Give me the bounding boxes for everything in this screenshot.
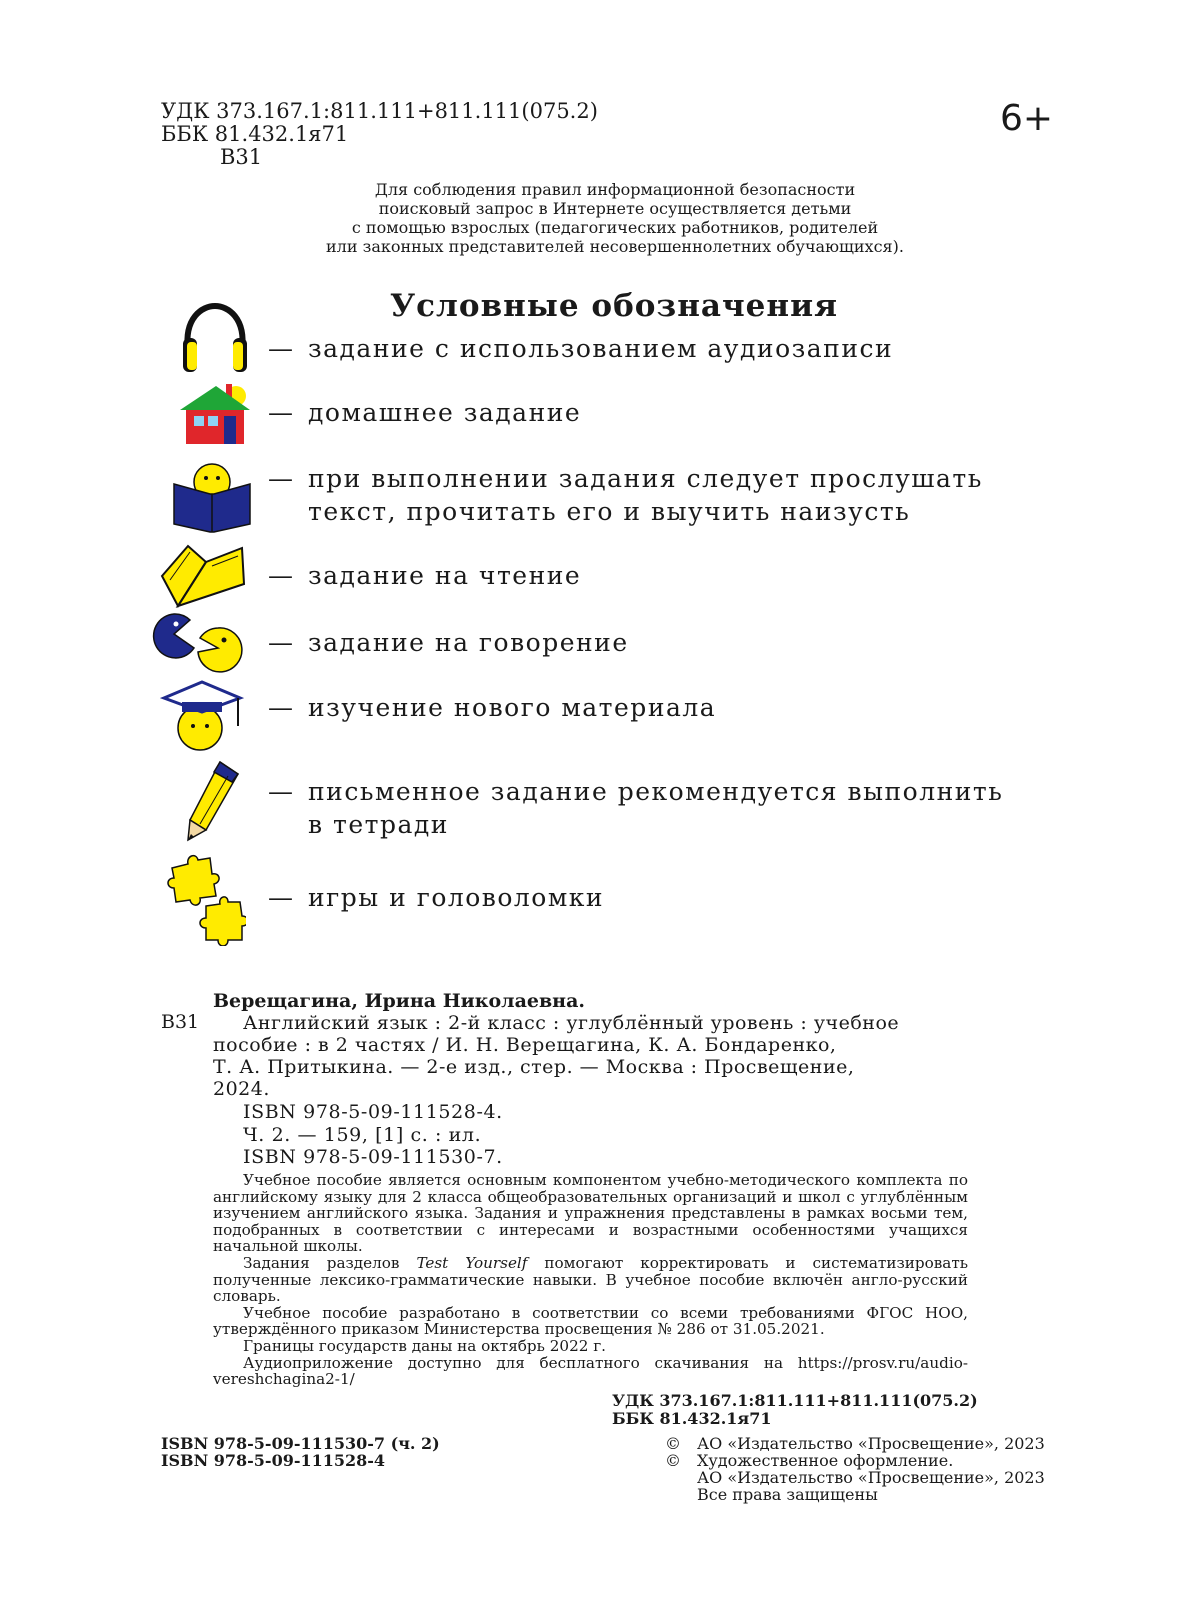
graduation-cap-icon: [160, 676, 244, 754]
copyright-line: © Художественное оформление.: [665, 1451, 954, 1470]
legend-text: домашнее задание: [308, 398, 582, 427]
annotation-paragraph: [213, 1255, 968, 1305]
dash: —: [268, 628, 295, 657]
legend-item-new-material: [268, 691, 716, 724]
legend-text: изучение нового материала: [308, 693, 717, 722]
part-info: Ч. 2. — 159, [1] с. : ил.: [243, 1123, 482, 1146]
legend-item-speaking: [268, 626, 629, 659]
author-heading: Верещагина, Ирина Николаевна.: [213, 990, 586, 1012]
dash: —: [268, 777, 295, 806]
notice-line: или законных представителей несовершеннолетних обучающихся).: [326, 237, 904, 256]
copyright-symbol: ©: [665, 1434, 681, 1453]
isbn-full: ISBN 978-5-09-111528-4: [161, 1451, 386, 1470]
udk-code: УДК 373.167.1:811.111+811.111(075.2): [612, 1391, 978, 1410]
bibliography-line: Т. А. Притыкина. — 2-е изд., стер. — Москва : Просвещение,: [213, 1056, 855, 1078]
dash: —: [268, 464, 295, 493]
dash: —: [268, 334, 295, 363]
isbn-part: ISBN 978-5-09-111530-7.: [243, 1146, 503, 1168]
notice-line: поисковый запрос в Интернете осуществляется детьми: [378, 199, 852, 218]
speaking-faces-icon: [150, 608, 246, 674]
copyright-block: [665, 1435, 1045, 1503]
rights-reserved: Все права защищены: [697, 1485, 878, 1504]
reader-icon: [172, 460, 252, 534]
bibliography-code: В31: [161, 1011, 200, 1033]
annotation-paragraph: Учебное пособие является основным компонентом учебно-методического комплекта по английскому языку для 2 класса общеобразовательных организаций и школ с углублённым изучением английского языка. Задания и упражнения представлены в рамках восьми тем, подобранных в соответствии с интересами и возрастными особенностями учащихся начальной школы.: [213, 1171, 968, 1256]
notice-line: с помощью взрослых (педагогических работников, родителей: [351, 218, 879, 237]
isbn-full: ISBN 978-5-09-111528-4.: [243, 1101, 503, 1123]
legend-item-audio: [268, 332, 893, 365]
legend-text: игры и головоломки: [308, 883, 605, 912]
isbn-part: ISBN 978-5-09-111530-7 (ч. 2): [161, 1434, 440, 1453]
bbk-code: ББК 81.432.1я71: [612, 1409, 772, 1428]
dash: —: [268, 693, 295, 722]
annotation-text: Задания разделов: [243, 1253, 417, 1272]
annotation-paragraph: Учебное пособие разработано в соответствии со всеми требованиями ФГОС НОО, утверждённого приказом Министерства просвещения № 286 от 31.05.2021.: [213, 1303, 968, 1339]
author-code: В31: [220, 145, 263, 169]
legend-item-reading: [268, 559, 581, 592]
age-rating: 6+: [1000, 98, 1054, 139]
udk-code: УДК 373.167.1:811.111+811.111(075.2): [161, 99, 598, 123]
headphones-icon: [178, 300, 252, 378]
dash: —: [268, 561, 295, 590]
bibliography-line: Английский язык : 2-й класс : углублённый уровень : учебное: [243, 1012, 900, 1034]
open-book-icon: [158, 540, 248, 612]
annotation: [213, 1172, 968, 1388]
section-name: Test Yourself: [416, 1253, 528, 1272]
copyright-symbol: ©: [665, 1451, 681, 1470]
bibliography-line: пособие : в 2 частях / И. Н. Верещагина, К. А. Бондаренко,: [213, 1034, 837, 1056]
isbn-block: [243, 1101, 503, 1169]
house-icon: [178, 382, 254, 448]
udk-block: [161, 100, 598, 169]
legend-text: при выполнении задания следует прослушать: [308, 464, 983, 493]
dash: —: [268, 883, 295, 912]
bbk-code: ББК 81.432.1я71: [161, 122, 349, 146]
safety-notice: [200, 180, 1030, 256]
pencil-icon: [186, 760, 242, 842]
dash: —: [268, 398, 295, 427]
puzzle-icon: [166, 850, 246, 946]
legend-item-listen-memorize: [268, 462, 983, 528]
legend-text: письменное задание рекомендуется выполнить: [308, 777, 1004, 806]
udk-footer: [612, 1392, 978, 1428]
annotation-paragraph: Границы государств даны на октябрь 2022 г.: [243, 1336, 607, 1355]
legend-text: в тетради: [308, 810, 449, 839]
isbn-footer: [161, 1435, 440, 1469]
annotation-paragraph: Аудиоприложение доступно для бесплатного скачивания на https://prosv.ru/audio-vereshchagina2-1/: [213, 1353, 968, 1389]
legend-text: задание на чтение: [308, 561, 582, 590]
legend-title: Условные обозначения: [390, 288, 838, 324]
annotation-text: помогают корректировать и систематизировать полученные лексико-грамматические навыки. В учебное пособие включён англо-русский словарь.: [213, 1253, 968, 1306]
bibliography-description: [213, 1012, 968, 1100]
legend-text: текст, прочитать его и выучить наизусть: [308, 497, 911, 526]
bibliography-line: 2024.: [213, 1078, 270, 1100]
legend-text: задание на говорение: [308, 628, 629, 657]
legend-item-writing: [268, 775, 1003, 841]
copyright-line: АО «Издательство «Просвещение», 2023: [697, 1468, 1045, 1487]
legend-text: задание с использованием аудиозаписи: [308, 334, 894, 363]
notice-line: Для соблюдения правил информационной безопасности: [374, 180, 856, 199]
copyright-line: © АО «Издательство «Просвещение», 2023: [665, 1434, 1045, 1453]
legend-item-homework: [268, 396, 581, 429]
legend-item-games: [268, 881, 604, 914]
